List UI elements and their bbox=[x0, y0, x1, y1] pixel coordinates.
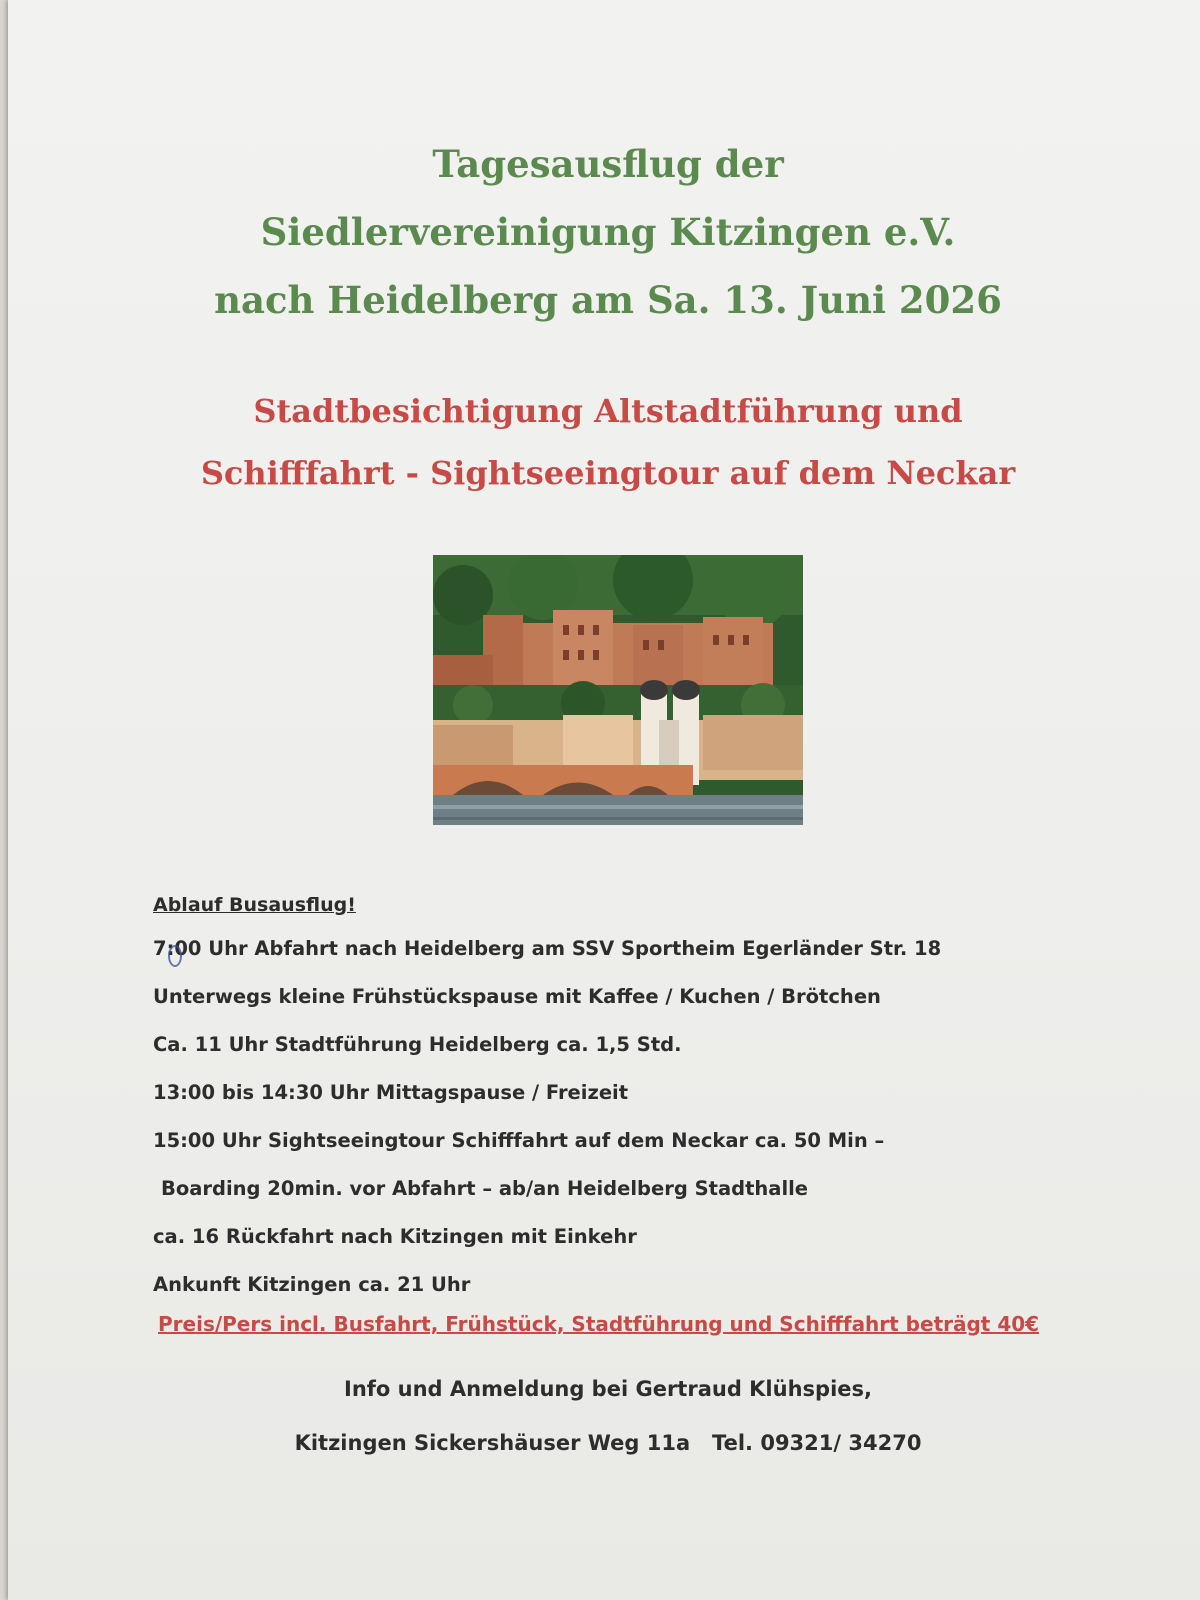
title-line-2: Siedlervereinigung Kitzingen e.V. bbox=[260, 210, 956, 254]
schedule-item: Boarding 20min. vor Abfahrt – ab/an Heidelberg Stadthalle bbox=[161, 1177, 809, 1200]
schedule-section bbox=[153, 885, 941, 1309]
flyer-page bbox=[8, 0, 1200, 1600]
schedule-heading: Ablauf Busausflug! bbox=[153, 894, 356, 916]
schedule-item: Ca. 11 Uhr Stadtführung Heidelberg ca. 1,5 Std. bbox=[153, 1033, 682, 1056]
heidelberg-castle-photo bbox=[433, 555, 803, 825]
schedule-item: 13:00 bis 14:30 Uhr Mittagspause / Freizeit bbox=[153, 1081, 629, 1104]
contact-info bbox=[8, 1362, 1200, 1470]
schedule-item: 7:00 Uhr Abfahrt nach Heidelberg am SSV Sportheim Egerländer Str. 18 bbox=[153, 937, 942, 960]
subtitle-line-2: Schifffahrt - Sightseeingtour auf dem Neckar bbox=[200, 454, 1016, 492]
contact-line-1: Info und Anmeldung bei Gertraud Klühspies, bbox=[344, 1377, 872, 1401]
schedule-item: 15:00 Uhr Sightseeingtour Schifffahrt auf dem Neckar ca. 50 Min – bbox=[153, 1129, 885, 1152]
contact-line-2: Kitzingen Sickershäuser Weg 11a Tel. 09321/ 34270 bbox=[294, 1431, 922, 1455]
flyer-title bbox=[8, 130, 1200, 334]
schedule-item: Unterwegs kleine Frühstückspause mit Kaffee / Kuchen / Brötchen bbox=[153, 985, 881, 1008]
price-note: Preis/Pers incl. Busfahrt, Frühstück, Stadtführung und Schifffahrt beträgt 40€ bbox=[158, 1312, 1040, 1336]
pen-correction-mark bbox=[168, 945, 182, 967]
schedule-item: ca. 16 Rückfahrt nach Kitzingen mit Einkehr bbox=[153, 1225, 637, 1248]
title-line-3: nach Heidelberg am Sa. 13. Juni 2026 bbox=[214, 278, 1002, 322]
subtitle-line-1: Stadtbesichtigung Altstadtführung und bbox=[253, 392, 963, 430]
flyer-subtitle bbox=[8, 380, 1200, 504]
schedule-item: Ankunft Kitzingen ca. 21 Uhr bbox=[153, 1273, 471, 1296]
title-line-1: Tagesausflug der bbox=[432, 142, 784, 186]
